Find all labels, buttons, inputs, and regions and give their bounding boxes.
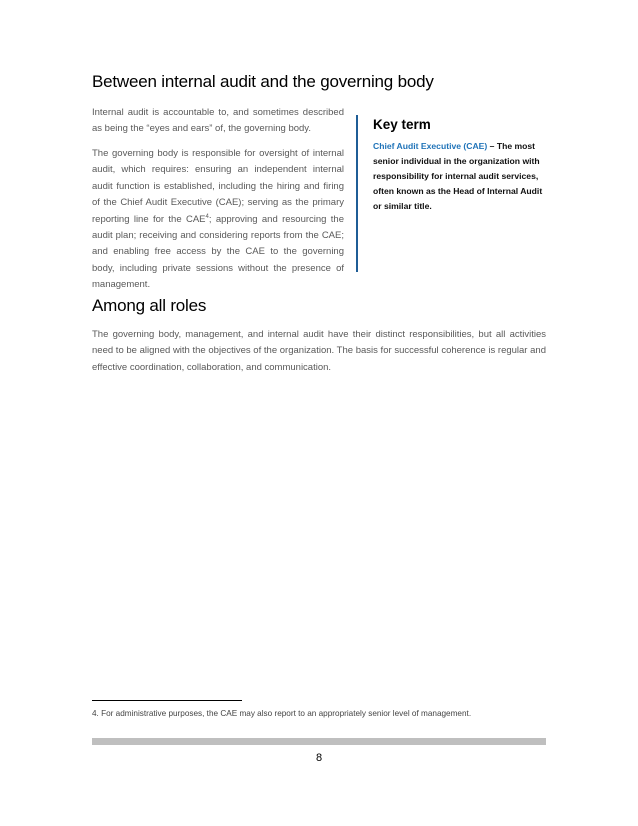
key-term-text: – The most senior individual in the organization with responsibility for internal audit services, often known as the Head of Internal Audit or similar title. [373,141,543,211]
key-term-definition [373,139,543,214]
footer-bar [92,738,546,745]
key-term-name: Chief Audit Executive (CAE) [373,141,488,151]
page-number: 8 [315,752,323,764]
footnote-divider [92,700,242,701]
section-heading-among-roles: Among all roles [92,296,207,315]
footnote-ref[interactable]: 4 [205,213,209,220]
paragraph-among-roles: The governing body, management, and internal audit have their distinct responsibilities, but all activities need to be aligned with the objectives of the organization. The basis for successful coherence is regular and effective coordination, collaboration, and communication. [92,329,546,373]
key-term-divider [356,115,358,272]
paragraph-text-continued: ; approving and resourcing the audit plan; receiving and considering reports from the CAE; and enabling free access by the CAE to the governing body, including private sessions without the presence of management. [92,213,344,291]
section-heading-governing-body: Between internal audit and the governing body [92,72,434,91]
paragraph-governing-body-oversight [92,146,344,294]
paragraph-eyes-and-ears: Internal audit is accountable to, and sometimes described as being the “eyes and ears” of, the governing body. [92,107,344,135]
paragraph-text: The governing body is responsible for oversight of internal audit, which requires: ensuring an independent internal audit function is established, including the hiring and firing of the Chief Audit Executive (CAE); serving as the primary reporting line for the CAE [92,148,344,225]
key-term-title: Key term [373,117,431,132]
footnote-text: 4. For administrative purposes, the CAE may also report to an appropriately senior level of management. [92,709,472,718]
